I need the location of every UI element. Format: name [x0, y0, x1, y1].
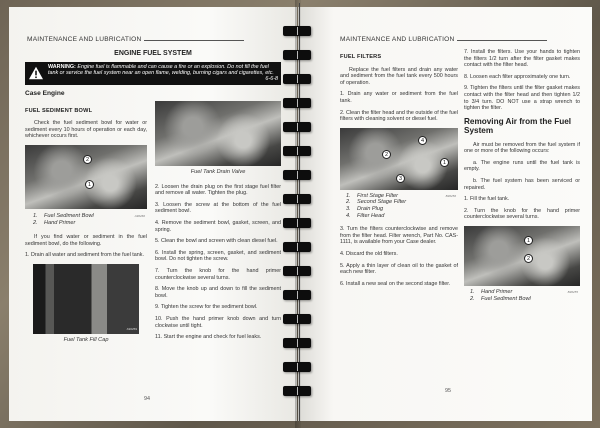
air-intro: Air must be removed from the fuel system if one or more of the following occurs: — [464, 141, 580, 155]
page-number-left: 94 — [144, 396, 150, 402]
callout-2: 2 — [524, 254, 533, 263]
coil — [283, 170, 311, 180]
step-6: 6. Install the spring, screen, gasket, and sediment bowl. Do not tighten the screw. — [155, 249, 281, 263]
coil — [283, 26, 311, 36]
removing-air-heading: Removing Air from the Fuel System — [464, 116, 572, 136]
page-number-right: 95 — [445, 388, 451, 394]
warning-label: WARNING: — [48, 63, 76, 70]
warning-text: Engine fuel is flammable and can cause a fire or an explosion. Do not fill the fuel tank or service the fuel system near an open flame, welding, burning cigars and cigarettes, etc. — [48, 63, 274, 76]
fuel-sediment-heading: FUEL SEDIMENT BOWL — [25, 107, 93, 114]
callout-1: 1 — [85, 180, 94, 189]
subsection-title: Case Engine — [25, 90, 65, 97]
air-step-2: 2. Turn the knob for the hand primer counterclockwise several turns. — [464, 207, 580, 221]
figure1-legend: 1. Fuel Sediment Bowl 2. Hand Primer A90260 — [33, 212, 145, 226]
coil — [283, 146, 311, 156]
drain-valve-caption: Fuel Tank Drain Valve — [190, 169, 246, 175]
intro-paragraph: Check the fuel sediment bowl for water or sediment every 10 hours of operation or each day, whichever occurs first. — [25, 120, 147, 140]
coil — [283, 218, 311, 228]
coil — [283, 50, 311, 60]
condition-b: b. The fuel system has been serviced or repaired. — [464, 177, 580, 191]
drain-valve-photo — [155, 101, 281, 166]
running-head-right — [340, 37, 547, 44]
step-1: 1. Drain all water and sediment from the fuel tank. — [25, 252, 144, 259]
air-step-1: 1. Fill the fuel tank. — [464, 196, 510, 203]
fill-cap-caption: Fuel Tank Fill Cap — [63, 336, 109, 343]
callout-1: 1 — [524, 236, 533, 245]
warning-code: 6-6-8 — [265, 76, 278, 83]
coil — [283, 122, 311, 132]
callout-4: 4 — [418, 136, 427, 145]
callout-1: 1 — [440, 158, 449, 167]
filters-legend: 1. First Stage Filter 2. Second Stage Filter 3. Drain Plug 4. Filter Head B30256 — [346, 192, 456, 219]
step-7: 7. Turn the knob for the hand primer counterclockwise several turns. — [155, 267, 281, 281]
section-title: ENGINE FUEL SYSTEM — [114, 50, 192, 57]
coil — [283, 362, 311, 372]
coil — [283, 386, 311, 396]
binding-spine — [299, 3, 300, 421]
step-2: 2. Loosen the drain plug on the first stage fuel filter and remove all water. Tighten the plug. — [155, 183, 281, 197]
primer-legend: 1. Hand Primer 2. Fuel Sediment Bowl B30255 — [470, 288, 578, 302]
step-4: 4. Remove the sediment bowl, gasket, screen, and spring. — [155, 219, 281, 233]
filter-step-4: 4. Discard the old filters. — [340, 250, 398, 257]
coil — [283, 266, 311, 276]
sediment-bowl-photo — [25, 145, 147, 209]
left-page — [9, 7, 297, 421]
step-8: 8. Move the knob up and down to fill the sediment bowl. — [155, 286, 281, 299]
filter-step-7: 7. Install the filters. Use your hands to tighten the filters 1/2 turn after the filter gasket makes contact with the filter head. — [464, 49, 580, 69]
filter-step-6: 6. Install a new seal on the second stage filter. — [340, 280, 451, 287]
filter-step-8: 8. Loosen each filter approximately one turn. — [464, 73, 571, 80]
hand-primer-photo — [464, 226, 580, 286]
running-head-left — [27, 37, 244, 44]
callout-2: 2 — [83, 155, 92, 164]
step-10: 10. Push the hand primer knob down and turn clockwise until tight. — [155, 315, 281, 329]
running-head-text: MAINTENANCE AND LUBRICATION — [27, 36, 142, 43]
callout-3: 3 — [396, 174, 405, 183]
right-page — [298, 7, 592, 421]
figure-code: A90260 — [134, 213, 145, 218]
coil — [283, 314, 311, 324]
coil — [283, 98, 311, 108]
coil — [283, 74, 311, 84]
callout-2: 2 — [382, 150, 391, 159]
filter-step-2: 2. Clean the filter head and the outside of the fuel filters with cleaning solvent or diesel fuel. — [340, 109, 458, 123]
step-5: 5. Clean the bowl and screen with clean diesel fuel. — [155, 238, 278, 245]
filters-intro: Replace the fuel filters and drain any water and sediment from the fuel tank every 500 hours of operation. — [340, 66, 458, 86]
filter-step-5: 5. Apply a thin layer of clean oil to the gasket of each new filter. — [340, 262, 458, 276]
fuel-filters-photo — [340, 128, 458, 190]
warning-triangle-icon — [28, 66, 44, 80]
coil — [283, 194, 311, 204]
running-head-text: MAINTENANCE AND LUBRICATION — [340, 36, 455, 43]
if-paragraph: If you find water or sediment in the fuel sediment bowl, do the following. — [25, 234, 147, 247]
fuel-filters-heading: FUEL FILTERS — [340, 54, 382, 60]
step-11: 11. Start the engine and check for fuel leaks. — [155, 334, 262, 341]
step-3: 3. Loosen the screw at the bottom of the fuel sediment bowl. — [155, 201, 281, 215]
filter-step-9: 9. Tighten the filters until the filter gasket makes contact with the filter head and then tighten 1/2 to 3/4 turn. DO NOT use a strap wrench to tighten the filter. — [464, 85, 580, 112]
coil — [283, 338, 311, 348]
coil — [283, 242, 311, 252]
coil — [283, 290, 311, 300]
fill-cap-photo: A90259 — [33, 264, 139, 334]
header-rule — [457, 40, 547, 41]
filter-step-3: 3. Turn the filters counterclockwise and remove from the filter head. Filter wrench, Part No. CAS-1111, is available from your Case dealer. — [340, 226, 458, 246]
filter-step-1: 1. Drain any water or sediment from the fuel tank. — [340, 91, 458, 104]
warning-box — [25, 62, 281, 85]
step-9: 9. Tighten the screw for the sediment bowl. — [155, 304, 258, 311]
condition-a: a. The engine runs until the fuel tank is empty. — [464, 159, 580, 173]
header-rule — [144, 40, 244, 41]
